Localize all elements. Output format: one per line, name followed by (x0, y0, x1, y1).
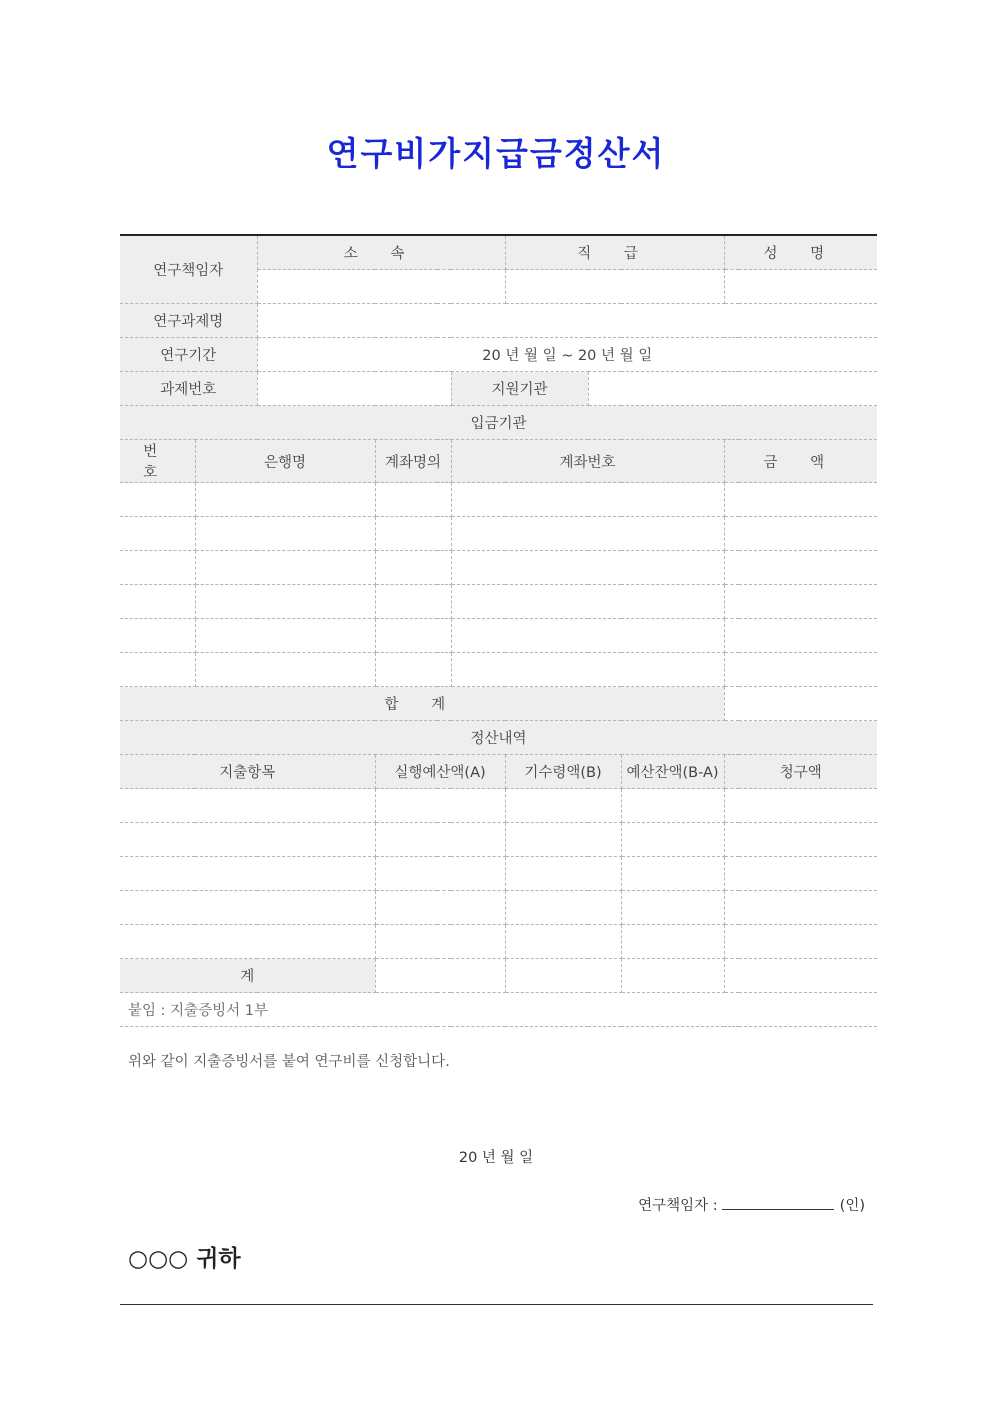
cell[interactable] (375, 653, 451, 687)
cell[interactable] (120, 823, 375, 857)
cell[interactable] (120, 789, 375, 823)
declaration-text: 위와 같이 지출증빙서를 붙여 연구비를 신청합니다. (128, 1054, 450, 1070)
settlement-col-balance: 예산잔액(B-A) (621, 755, 724, 789)
project-no-field[interactable] (257, 372, 451, 406)
settlement-col-claim: 청구액 (724, 755, 877, 789)
cell[interactable] (375, 925, 505, 959)
funding-org-label: 지원기관 (451, 372, 588, 406)
researcher-label: 연구책임자 (120, 235, 257, 304)
deposit-col-number: 번 호 (120, 440, 195, 483)
cell[interactable] (724, 653, 877, 687)
period-field[interactable]: 20 년 월 일 ~ 20 년 월 일 (257, 338, 877, 372)
cell[interactable] (120, 585, 195, 619)
document-title: 연구비가지급금정산서 (326, 134, 666, 173)
signature-block (638, 1194, 865, 1215)
cell[interactable] (451, 619, 724, 653)
cell[interactable] (724, 619, 877, 653)
signature-label: 연구책임자 : (638, 1198, 718, 1214)
affiliation-label: 소 속 (257, 235, 505, 270)
deposit-row (120, 517, 877, 551)
cell[interactable] (724, 517, 877, 551)
settlement-row (120, 857, 877, 891)
cell[interactable] (120, 517, 195, 551)
cell[interactable] (120, 925, 375, 959)
cell[interactable] (724, 857, 877, 891)
settlement-col-item: 지출항목 (120, 755, 375, 789)
cell[interactable] (451, 517, 724, 551)
settlement-row (120, 823, 877, 857)
cell[interactable] (724, 585, 877, 619)
seal-mark: (인) (839, 1198, 865, 1214)
project-no-label: 과제번호 (120, 372, 257, 406)
cell[interactable] (621, 857, 724, 891)
rank-field[interactable] (505, 270, 724, 304)
deposit-row (120, 551, 877, 585)
cell[interactable] (195, 483, 375, 517)
cell[interactable] (724, 891, 877, 925)
settlement-section-title: 정산내역 (120, 721, 877, 755)
deposit-total-label: 합 계 (120, 687, 724, 721)
deposit-col-account: 계좌번호 (451, 440, 724, 483)
cell[interactable] (120, 551, 195, 585)
cell[interactable] (621, 823, 724, 857)
cell[interactable] (621, 925, 724, 959)
funding-org-field[interactable] (588, 372, 877, 406)
deposit-total-field[interactable] (724, 687, 877, 721)
cell[interactable] (505, 891, 621, 925)
deposit-col-amount: 금 액 (724, 440, 877, 483)
cell[interactable] (195, 619, 375, 653)
period-label: 연구기간 (120, 338, 257, 372)
settlement-row (120, 891, 877, 925)
cell[interactable] (621, 959, 724, 993)
cell[interactable] (375, 619, 451, 653)
deposit-row (120, 483, 877, 517)
rank-label: 직 급 (505, 235, 724, 270)
cell[interactable] (621, 789, 724, 823)
attachment-note: 붙임 : 지출증빙서 1부 (120, 993, 877, 1027)
cell[interactable] (120, 857, 375, 891)
cell[interactable] (505, 823, 621, 857)
deposit-row (120, 653, 877, 687)
settlement-col-budget: 실행예산액(A) (375, 755, 505, 789)
cell[interactable] (375, 857, 505, 891)
deposit-section-title: 입금기관 (120, 406, 877, 440)
cell[interactable] (505, 857, 621, 891)
cell[interactable] (724, 789, 877, 823)
cell[interactable] (195, 653, 375, 687)
cell[interactable] (505, 959, 621, 993)
addressee: ○○○ 귀하 (128, 1246, 241, 1272)
project-name-label: 연구과제명 (120, 304, 257, 338)
cell[interactable] (120, 891, 375, 925)
cell[interactable] (451, 551, 724, 585)
cell[interactable] (724, 959, 877, 993)
name-label: 성 명 (724, 235, 877, 270)
settlement-row (120, 925, 877, 959)
deposit-col-holder: 계좌명의 (375, 440, 451, 483)
cell[interactable] (505, 789, 621, 823)
bottom-divider (120, 1304, 873, 1305)
cell[interactable] (724, 483, 877, 517)
settlement-total-label: 계 (120, 959, 375, 993)
cell[interactable] (724, 551, 877, 585)
cell[interactable] (120, 619, 195, 653)
settlement-row (120, 789, 877, 823)
cell[interactable] (375, 517, 451, 551)
cell[interactable] (375, 823, 505, 857)
cell[interactable] (724, 823, 877, 857)
cell[interactable] (120, 653, 195, 687)
deposit-row (120, 619, 877, 653)
settlement-col-received: 기수령액(B) (505, 755, 621, 789)
settlement-form-table (120, 234, 877, 1027)
cell[interactable] (195, 517, 375, 551)
cell[interactable] (375, 789, 505, 823)
cell[interactable] (451, 653, 724, 687)
cell[interactable] (375, 959, 505, 993)
cell[interactable] (451, 483, 724, 517)
cell[interactable] (195, 585, 375, 619)
project-name-field[interactable] (257, 304, 877, 338)
cell[interactable] (451, 585, 724, 619)
cell[interactable] (621, 891, 724, 925)
affiliation-field[interactable] (257, 270, 505, 304)
deposit-col-bank: 은행명 (195, 440, 375, 483)
cell[interactable] (195, 551, 375, 585)
name-field[interactable] (724, 270, 877, 304)
cell[interactable] (375, 891, 505, 925)
signature-field[interactable] (722, 1197, 834, 1210)
cell[interactable] (505, 925, 621, 959)
cell[interactable] (375, 585, 451, 619)
cell[interactable] (120, 483, 195, 517)
date-line: 20 년 월 일 (458, 1150, 534, 1166)
cell[interactable] (375, 483, 451, 517)
cell[interactable] (375, 551, 451, 585)
cell[interactable] (724, 925, 877, 959)
deposit-row (120, 585, 877, 619)
